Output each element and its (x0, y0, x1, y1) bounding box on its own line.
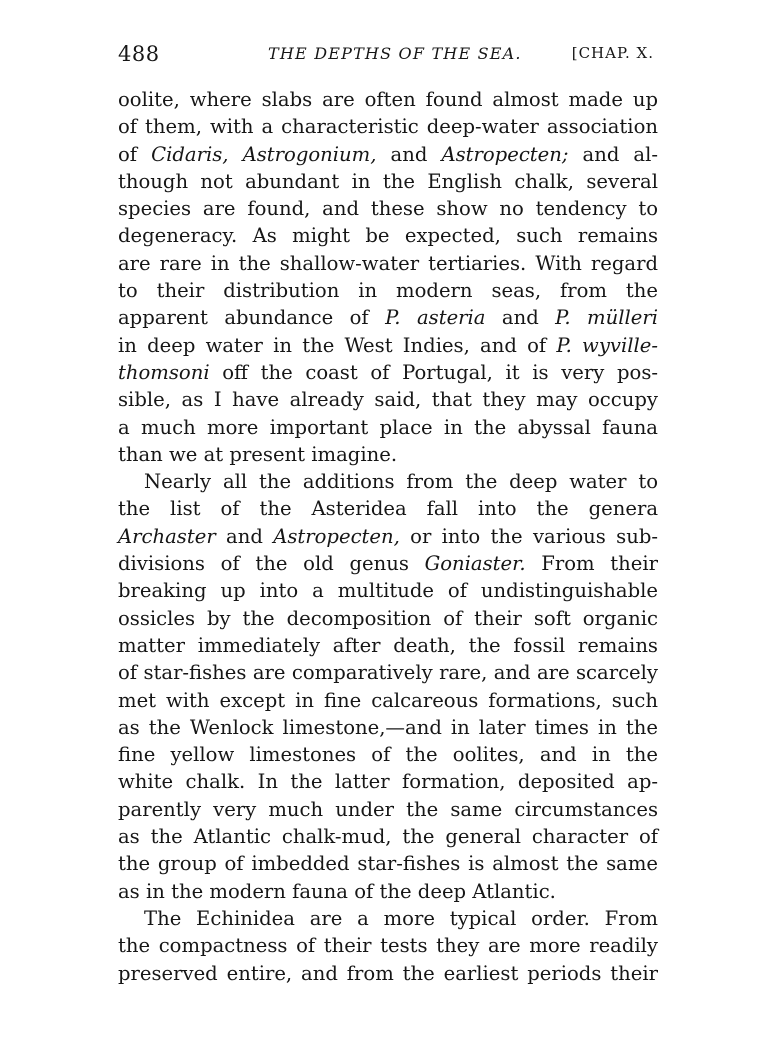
text-segment: the compactness of their tests they are more readily (118, 934, 658, 958)
text-line (118, 468, 658, 495)
text-line (118, 386, 658, 413)
text-line (118, 441, 658, 468)
text-segment: than we at present imagine. (118, 442, 398, 466)
text-segment: and (485, 306, 556, 330)
text-segment: From their (525, 552, 659, 576)
italic-text: P. asteria (385, 306, 486, 330)
text-segment: the list of the Asteridea fall into the genera (118, 497, 658, 521)
text-segment: sible, as I have already said, that they may occupy (118, 388, 658, 412)
text-line (118, 359, 658, 386)
text-segment: white chalk. In the latter formation, deposited ap- (118, 770, 658, 794)
italic-text: Astropecten, (273, 524, 400, 548)
text-segment: as the Wenlock limestone,—and in later times in the (118, 715, 658, 739)
text-line (118, 659, 658, 686)
italic-text: Goniaster. (424, 552, 526, 576)
text-line (118, 960, 658, 987)
text-line (118, 741, 658, 768)
text-segment: apparent abundance of (118, 306, 386, 330)
text-segment: and (215, 524, 274, 548)
italic-text: thomsoni (118, 360, 210, 384)
text-line (118, 195, 658, 222)
text-segment: of star-fishes are comparatively rare, and are scarcely (118, 661, 658, 685)
text-line (118, 495, 658, 522)
text-line (118, 141, 658, 168)
text-segment: to their distribution in modern seas, from the (118, 279, 658, 303)
running-title: THE DEPTHS OF THE SEA. (268, 44, 522, 63)
text-line (118, 304, 658, 331)
text-line (118, 250, 658, 277)
page-header (118, 42, 658, 74)
text-line (118, 577, 658, 604)
text-line (118, 222, 658, 249)
text-line (118, 168, 658, 195)
text-segment: off the coast of Portugal, it is very pos- (209, 360, 658, 384)
text-line (118, 768, 658, 795)
text-segment: of them, with a characteristic deep-water association (118, 115, 658, 139)
text-line (118, 823, 658, 850)
text-segment: fine yellow limestones of the oolites, and in the (118, 743, 658, 767)
text-segment: of (118, 142, 152, 166)
text-segment: as the Atlantic chalk-mud, the general character of (118, 825, 658, 849)
italic-text: P. wyville- (556, 333, 658, 357)
text-segment: breaking up into a multitude of undistinguishable (118, 579, 658, 603)
text-line (118, 932, 658, 959)
italic-text: Astrogonium, (242, 142, 377, 166)
body-text (118, 86, 658, 987)
text-segment: Nearly all the additions from the deep water to (144, 470, 658, 494)
text-segment: as in the modern fauna of the deep Atlantic. (118, 879, 556, 903)
text-line (118, 332, 658, 359)
text-segment: are rare in the shallow-water tertiaries. With regard (118, 251, 658, 275)
text-segment: matter immediately after death, the fossil remains (118, 633, 658, 657)
text-line (118, 550, 658, 577)
text-segment: The Echinidea are a more typical order. From (144, 906, 658, 930)
italic-text: P. mülleri (555, 306, 658, 330)
text-line (118, 850, 658, 877)
text-line (118, 632, 658, 659)
text-segment: and al- (568, 142, 658, 166)
text-line (118, 687, 658, 714)
italic-text: Astropecten; (441, 142, 569, 166)
text-line (118, 714, 658, 741)
italic-text: Cidaris, (151, 142, 229, 166)
text-segment: though not abundant in the English chalk, several (118, 169, 658, 193)
text-segment: or into the various sub- (399, 524, 658, 548)
text-segment: ossicles by the decomposition of their soft organic (118, 606, 658, 630)
text-line (118, 796, 658, 823)
text-segment: the group of imbedded star-fishes is almost the same (118, 852, 658, 876)
text-line (118, 878, 658, 905)
text-line (118, 523, 658, 550)
text-line (118, 113, 658, 140)
text-line (118, 414, 658, 441)
text-segment: in deep water in the West Indies, and of (118, 333, 557, 357)
text-line (118, 277, 658, 304)
page-number: 488 (118, 42, 160, 66)
text-segment: species are found, and these show no tendency to (118, 197, 658, 221)
text-line (118, 905, 658, 932)
text-segment: divisions of the old genus (118, 552, 425, 576)
text-segment: oolite, where slabs are often found almost made up (118, 88, 658, 111)
chapter-reference: [CHAP. X. (571, 44, 654, 62)
text-line (118, 86, 658, 113)
text-segment: a much more important place in the abyssal fauna (118, 415, 658, 439)
italic-text: Archaster (118, 524, 216, 548)
text-segment: and (376, 142, 442, 166)
text-segment: degeneracy. As might be expected, such remains (118, 224, 658, 248)
text-segment: parently very much under the same circumstances (118, 797, 658, 821)
text-segment: preserved entire, and from the earliest periods their (118, 961, 658, 985)
text-line (118, 605, 658, 632)
text-segment: met with except in fine calcareous formations, such (118, 688, 658, 712)
text-segment (229, 143, 243, 166)
